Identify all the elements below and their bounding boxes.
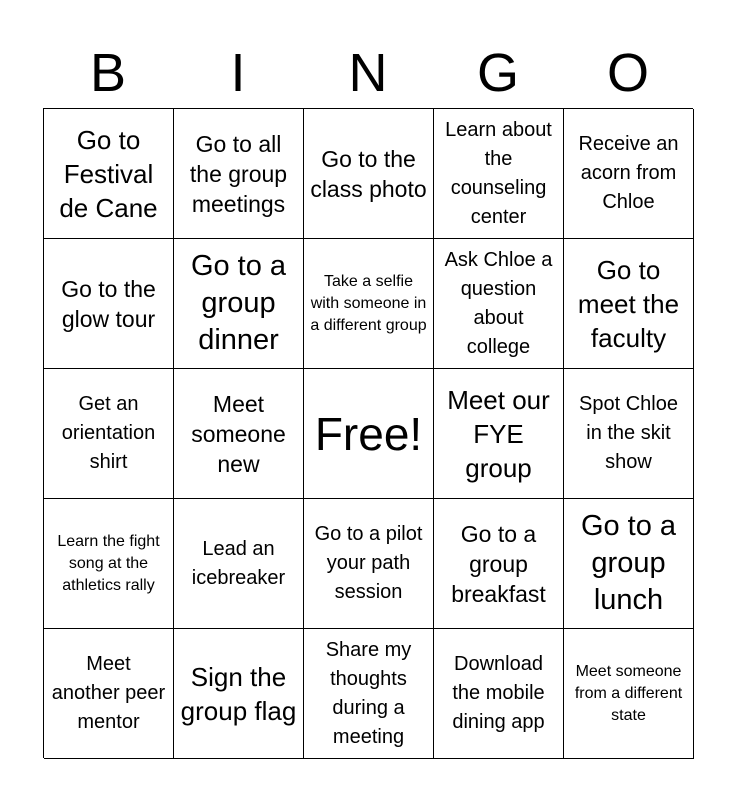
header-letter-i: I bbox=[230, 43, 246, 103]
bingo-square[interactable] bbox=[44, 369, 174, 499]
bingo-square[interactable] bbox=[434, 239, 564, 369]
square-text: Share my thoughts during a meeting bbox=[325, 638, 412, 748]
bingo-card bbox=[43, 108, 693, 758]
square-text: Spot Chloe in the skit show bbox=[579, 393, 678, 473]
bingo-square[interactable] bbox=[434, 109, 564, 239]
square-text: Go to a pilot your path session bbox=[314, 523, 423, 603]
square-text: Go to the class photo bbox=[310, 145, 427, 202]
square-text: Download the mobile dining app bbox=[452, 653, 545, 733]
bingo-square[interactable] bbox=[304, 239, 434, 369]
bingo-square[interactable] bbox=[174, 499, 304, 629]
square-text: Meet another peer mentor bbox=[51, 653, 166, 733]
square-text: Meet someone new bbox=[191, 390, 286, 477]
header-letter-o: O bbox=[606, 43, 649, 103]
bingo-square[interactable] bbox=[44, 239, 174, 369]
square-text: Go to meet the faculty bbox=[577, 254, 680, 353]
square-text: Learn the fight song at the athletics rally bbox=[57, 532, 160, 594]
bingo-square[interactable] bbox=[174, 629, 304, 759]
bingo-square[interactable] bbox=[174, 109, 304, 239]
square-text: Get an orientation shirt bbox=[61, 393, 156, 473]
square-text: Go to all the group meetings bbox=[189, 130, 288, 217]
bingo-square[interactable] bbox=[304, 629, 434, 759]
square-text: Go to a group breakfast bbox=[451, 520, 546, 607]
square-text: Lead an icebreaker bbox=[191, 537, 286, 589]
bingo-square[interactable] bbox=[304, 109, 434, 239]
bingo-square[interactable] bbox=[44, 499, 174, 629]
square-text: Go to a group dinner bbox=[190, 250, 287, 356]
free-square[interactable] bbox=[304, 369, 434, 499]
header-letter-n: N bbox=[348, 43, 388, 103]
square-text: Go to a group lunch bbox=[580, 510, 677, 616]
header-letter-g: G bbox=[476, 43, 519, 103]
square-text: Take a selfie with someone in a different group bbox=[310, 272, 427, 334]
bingo-square[interactable] bbox=[564, 109, 694, 239]
square-text: Sign the group flag bbox=[180, 661, 297, 726]
bingo-square[interactable] bbox=[564, 239, 694, 369]
header-letter-b: B bbox=[89, 43, 127, 103]
bingo-square[interactable] bbox=[564, 369, 694, 499]
square-text: Meet someone from a different state bbox=[574, 662, 683, 724]
bingo-square[interactable] bbox=[564, 629, 694, 759]
square-text: Receive an acorn from Chloe bbox=[578, 133, 679, 213]
bingo-square[interactable] bbox=[44, 109, 174, 239]
bingo-square[interactable] bbox=[434, 369, 564, 499]
bingo-square[interactable] bbox=[44, 629, 174, 759]
free-square-text: Free! bbox=[314, 407, 423, 460]
square-text: Meet our FYE group bbox=[447, 384, 550, 483]
square-text: Learn about the counseling center bbox=[445, 118, 552, 228]
bingo-square[interactable] bbox=[304, 499, 434, 629]
bingo-header bbox=[43, 38, 693, 108]
square-text: Go to Festival de Cane bbox=[59, 124, 158, 223]
bingo-square[interactable] bbox=[564, 499, 694, 629]
bingo-square[interactable] bbox=[174, 369, 304, 499]
square-text: Ask Chloe a question about college bbox=[444, 248, 553, 358]
bingo-square[interactable] bbox=[174, 239, 304, 369]
square-text: Go to the glow tour bbox=[61, 275, 156, 332]
bingo-square[interactable] bbox=[434, 629, 564, 759]
bingo-square[interactable] bbox=[434, 499, 564, 629]
